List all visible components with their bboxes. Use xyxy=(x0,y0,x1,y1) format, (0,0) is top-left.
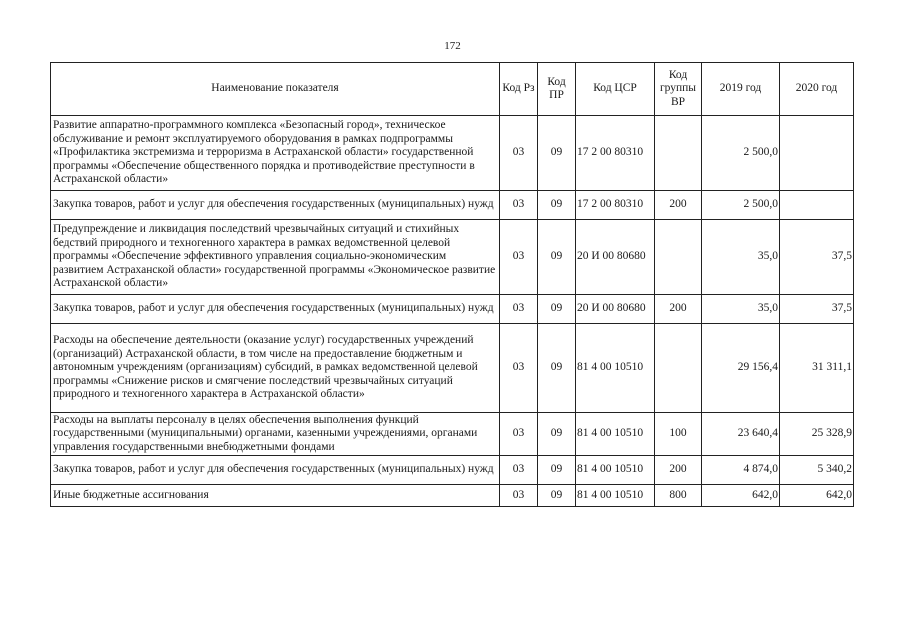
cell-2020: 25 328,9 xyxy=(780,413,854,456)
cell-2019: 4 874,0 xyxy=(702,456,780,485)
header-rz: Код Рз xyxy=(500,63,538,116)
cell-rz: 03 xyxy=(500,324,538,413)
cell-2019: 35,0 xyxy=(702,220,780,295)
cell-rz: 03 xyxy=(500,485,538,507)
cell-rz: 03 xyxy=(500,295,538,324)
table-row xyxy=(51,191,854,220)
cell-rz: 03 xyxy=(500,456,538,485)
table-row xyxy=(51,456,854,485)
table-row xyxy=(51,413,854,456)
header-pr: Код ПР xyxy=(538,63,576,116)
cell-pr: 09 xyxy=(538,220,576,295)
cell-2019: 642,0 xyxy=(702,485,780,507)
table-row xyxy=(51,324,854,413)
cell-vr: 200 xyxy=(655,456,702,485)
cell-2020 xyxy=(780,191,854,220)
cell-vr: 800 xyxy=(655,485,702,507)
table-row xyxy=(51,220,854,295)
cell-2019: 2 500,0 xyxy=(702,191,780,220)
cell-2020: 37,5 xyxy=(780,220,854,295)
cell-csr: 17 2 00 80310 xyxy=(576,116,655,191)
cell-name: Развитие аппаратно-программного комплекса «Безопасный город», техническое обслуживание и ремонт эксплуатируемого оборудования в рамках подпрограммы «Профилактика экстремизма и терроризма в Астраханской области» государственной программы «Обеспечение общественного порядка и противодействие преступности в Астраханской области» xyxy=(51,116,500,191)
cell-rz: 03 xyxy=(500,220,538,295)
cell-2019: 2 500,0 xyxy=(702,116,780,191)
cell-pr: 09 xyxy=(538,485,576,507)
cell-pr: 09 xyxy=(538,116,576,191)
cell-name: Закупка товаров, работ и услуг для обеспечения государственных (муниципальных) нужд xyxy=(51,295,500,324)
page-number: 172 xyxy=(444,40,461,52)
cell-2020 xyxy=(780,116,854,191)
cell-name: Иные бюджетные ассигнования xyxy=(51,485,500,507)
cell-vr: 100 xyxy=(655,413,702,456)
cell-vr xyxy=(655,220,702,295)
table-row xyxy=(51,295,854,324)
header-vr: Код группы ВР xyxy=(655,63,702,116)
cell-2020: 642,0 xyxy=(780,485,854,507)
header-csr: Код ЦСР xyxy=(576,63,655,116)
cell-pr: 09 xyxy=(538,295,576,324)
cell-2020: 31 311,1 xyxy=(780,324,854,413)
header-row xyxy=(51,63,854,116)
cell-2019: 35,0 xyxy=(702,295,780,324)
table-row xyxy=(51,116,854,191)
cell-name: Расходы на выплаты персоналу в целях обеспечения выполнения функций государственными (муниципальными) органами, казенными учреждениями, органами управления государственными внебюджетными фондами xyxy=(51,413,500,456)
cell-vr: 200 xyxy=(655,295,702,324)
budget-table xyxy=(50,62,854,507)
cell-csr: 20 И 00 80680 xyxy=(576,220,655,295)
cell-name: Расходы на обеспечение деятельности (оказание услуг) государственных учреждений (организаций) Астраханской области, в том числе на предоставление бюджетным и автономным учреждениям (организациям) субсидий, в рамках ведомственной целевой программы «Снижение рисков и смягчение последствий чрезвычайных ситуаций природного и техногенного характера в Астраханской области» xyxy=(51,324,500,413)
cell-csr: 81 4 00 10510 xyxy=(576,485,655,507)
cell-vr: 200 xyxy=(655,191,702,220)
cell-vr xyxy=(655,324,702,413)
cell-name: Закупка товаров, работ и услуг для обеспечения государственных (муниципальных) нужд xyxy=(51,456,500,485)
cell-csr: 17 2 00 80310 xyxy=(576,191,655,220)
cell-csr: 81 4 00 10510 xyxy=(576,456,655,485)
header-name: Наименование показателя xyxy=(51,63,500,116)
cell-vr xyxy=(655,116,702,191)
table-row xyxy=(51,485,854,507)
cell-2019: 29 156,4 xyxy=(702,324,780,413)
header-2020: 2020 год xyxy=(780,63,854,116)
cell-csr: 20 И 00 80680 xyxy=(576,295,655,324)
cell-pr: 09 xyxy=(538,324,576,413)
cell-name: Закупка товаров, работ и услуг для обеспечения государственных (муниципальных) нужд xyxy=(51,191,500,220)
cell-csr: 81 4 00 10510 xyxy=(576,324,655,413)
cell-pr: 09 xyxy=(538,413,576,456)
cell-2020: 5 340,2 xyxy=(780,456,854,485)
header-2019: 2019 год xyxy=(702,63,780,116)
cell-pr: 09 xyxy=(538,456,576,485)
cell-rz: 03 xyxy=(500,413,538,456)
cell-2019: 23 640,4 xyxy=(702,413,780,456)
cell-csr: 81 4 00 10510 xyxy=(576,413,655,456)
cell-rz: 03 xyxy=(500,116,538,191)
cell-name: Предупреждение и ликвидация последствий чрезвычайных ситуаций и стихийных бедствий природного и техногенного характера в рамках ведомственной целевой программы «Обеспечение эффективного управления социально-экономическим развитием Астраханской области» государственной программы «Экономическое развитие Астраханской области» xyxy=(51,220,500,295)
cell-pr: 09 xyxy=(538,191,576,220)
cell-2020: 37,5 xyxy=(780,295,854,324)
cell-rz: 03 xyxy=(500,191,538,220)
